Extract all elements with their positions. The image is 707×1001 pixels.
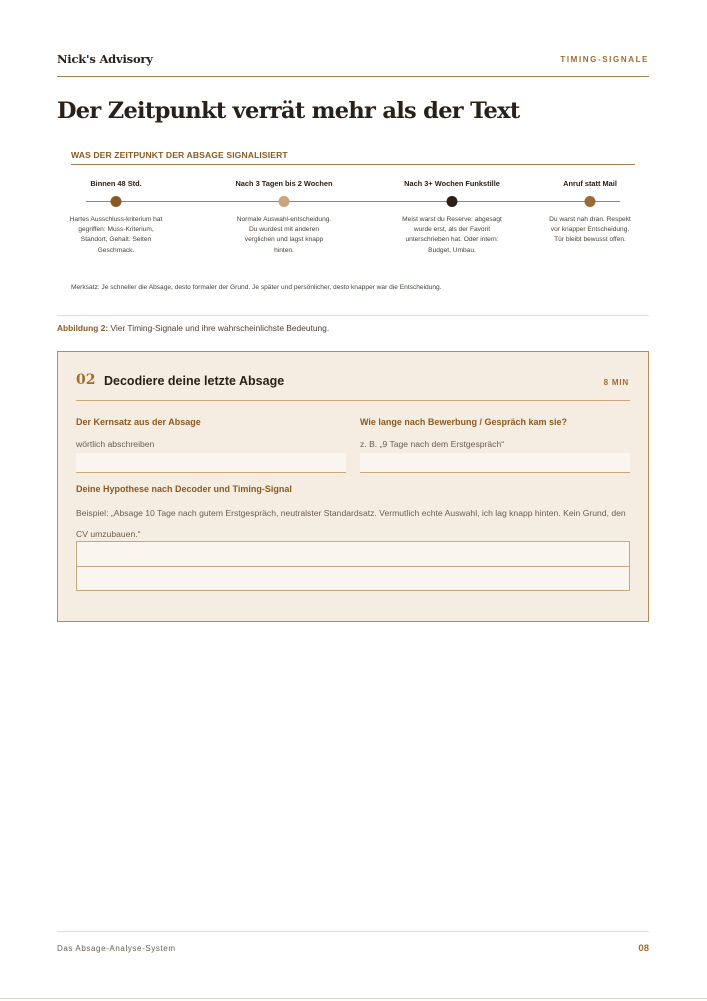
brand-name: Nick's Advisory (57, 52, 153, 66)
stage-desc-48h: Hartes Ausschluss-kriterium hat gegriffen: Muss-Kriterium, Standort, Gehalt. Selten Geschmack. (69, 216, 163, 254)
stage-desc-3-weeks: Meist warst du Reserve: abgesagt wurde erst, als der Favorit unterschrieben hat. Oder intern: Budget, Umbau. (402, 216, 502, 254)
timeline-dot-3-weeks (447, 196, 458, 207)
footer-title: Das Absage-Analyse-System (57, 944, 176, 953)
exercise-number: 02 (76, 372, 96, 388)
timing-input[interactable] (360, 453, 630, 473)
figure-caption (57, 323, 329, 333)
timeline-line (86, 201, 620, 202)
stage-desc-3-days: Normale Auswahl-entscheidung. Du wurdest mit anderen verglichen und lagst knapp hinten. (236, 216, 332, 254)
stage-label-call: Anruf statt Mail (563, 179, 617, 188)
figure-heading: WAS DER ZEITPUNKT DER ABSAGE SIGNALISIERT (71, 150, 288, 160)
figure-bottom-divider (57, 315, 649, 316)
section-label: TIMING-SIGNALE (560, 55, 649, 64)
figure-takeaway: Merksatz: Je schneller die Absage, desto formaler der Grund. Je später und persönlicher, desto knapper war die Entscheidung. (71, 284, 442, 291)
header-divider (57, 76, 649, 77)
hypothesis-line-divider (77, 566, 629, 567)
exercise-title: Decodiere deine letzte Absage (104, 374, 285, 388)
core-sentence-input[interactable] (76, 453, 346, 473)
hypothesis-input[interactable] (76, 541, 630, 591)
timeline-dot-48h (111, 196, 122, 207)
field-label-hypothesis: Deine Hypothese nach Decoder und Timing-Signal (76, 484, 292, 494)
field-label-timing: Wie lange nach Bewerbung / Gespräch kam sie? (360, 417, 567, 427)
caption-label: Abbildung 2: (57, 323, 109, 333)
figure-divider (71, 164, 635, 165)
caption-text: Vier Timing-Signale und ihre wahrscheinlichste Bedeutung. (108, 323, 330, 333)
page-number: 08 (638, 943, 649, 954)
page-title: Der Zeitpunkt verrät mehr als der Text (57, 98, 520, 124)
timeline-dot-call (585, 196, 596, 207)
stage-label-3-days: Nach 3 Tagen bis 2 Wochen (235, 179, 333, 188)
footer-divider (57, 931, 649, 932)
field-hint-timing: z. B. „9 Tage nach dem Erstgespräch“ (360, 439, 505, 449)
field-label-core-sentence: Der Kernsatz aus der Absage (76, 417, 201, 427)
stage-label-48h: Binnen 48 Std. (90, 179, 142, 188)
page-edge (0, 998, 707, 999)
timeline-dot-3-days (279, 196, 290, 207)
exercise-divider (76, 400, 630, 401)
stage-desc-call: Du warst nah dran. Respekt vor knapper Entscheidung. Tür bleibt bewusst offen. (549, 216, 631, 244)
field-hint-core-sentence: wörtlich abschreiben (76, 439, 155, 449)
stage-label-3-weeks: Nach 3+ Wochen Funkstille (404, 179, 500, 188)
exercise-duration: 8 MIN (603, 378, 629, 387)
field-hint-hypothesis: Beispiel: „Absage 10 Tage nach gutem Erstgespräch, neutralster Standardsatz. Vermutlich echte Auswahl, ich lag knapp hinten. Kein Grund, den CV umzubauen.“ (76, 508, 626, 539)
